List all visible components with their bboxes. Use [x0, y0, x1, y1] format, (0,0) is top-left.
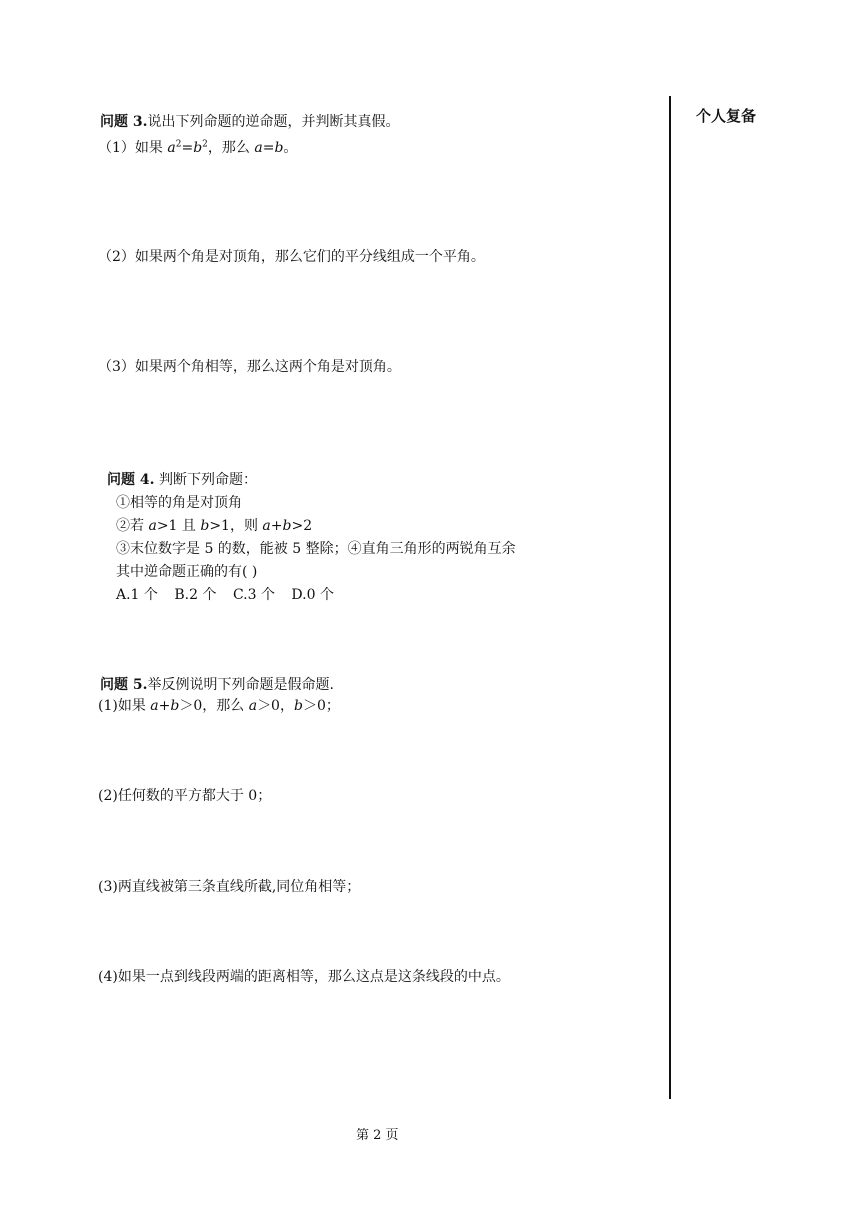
q5-part-4: (4)如果一点到线段两端的距离相等，那么这点是这条线段的中点。 [98, 969, 510, 985]
var-b: b [293, 698, 303, 714]
side-title: 个人复备 [696, 107, 757, 125]
q4-heading [107, 470, 257, 490]
q4-answer-prompt: 其中逆命题正确的有( ) [116, 564, 258, 580]
q5-label: 问题 5. [100, 677, 148, 693]
q4-item-2 [116, 516, 312, 536]
q5-p1-t1: ＞0，那么 [179, 698, 249, 714]
exponent: 2 [202, 139, 208, 150]
q3-part-2: （2）如果两个角是对顶角，那么它们的平分线组成一个平角。 [98, 249, 485, 265]
q4-label: 问题 4. [107, 472, 155, 488]
q5-heading [100, 675, 334, 695]
q5-p1-t2: ＞0， [257, 698, 294, 714]
q4-text: 判断下列命题： [154, 472, 257, 488]
var-a: a [248, 698, 258, 714]
q4-item-3: ③末位数字是 5 的数，能被 5 整除；④直角三角形的两锐角互余 [116, 541, 516, 557]
var-a: a [254, 140, 263, 156]
var-b: b [274, 140, 284, 156]
var-b: b [170, 698, 180, 714]
var-b: b [193, 140, 203, 156]
var-b: b [282, 518, 292, 534]
q4-item-1: ①相等的角是对顶角 [116, 495, 242, 511]
q4-i2-pre: ②若 [116, 518, 149, 534]
q4-options [116, 585, 334, 605]
q5-p1-pre: (1)如果 [98, 698, 151, 714]
page-number: 第 2 页 [356, 1128, 399, 1143]
q3-p1-prefix: （1）如果 [98, 140, 168, 156]
margin-divider-line [669, 96, 671, 1099]
q3-p1-mid: ，那么 [207, 140, 255, 156]
var-b: b [200, 518, 210, 534]
option-b: B.2 个 [174, 587, 217, 603]
option-d: D.0 个 [291, 587, 334, 603]
q4-i2-t3: >2 [291, 518, 313, 534]
q5-part-1 [98, 696, 340, 716]
equals: = [262, 140, 275, 156]
var-a: a [150, 698, 159, 714]
equals: = [181, 140, 194, 156]
q3-part-1 [98, 138, 297, 158]
q3-part-3: （3）如果两个角相等，那么这两个角是对顶角。 [98, 359, 401, 375]
var-a: a [262, 518, 271, 534]
q5-part-2: (2)任何数的平方都大于 0； [98, 788, 272, 804]
var-a: a [167, 140, 176, 156]
exponent: 2 [175, 139, 182, 150]
q5-p1-t3: ＞0； [302, 698, 340, 714]
q3-p1-end: 。 [283, 140, 298, 156]
plus: + [158, 698, 171, 714]
option-a: A.1 个 [116, 587, 158, 603]
q4-i2-t1: >1 且 [156, 518, 201, 534]
q4-i2-t2: >1，则 [209, 518, 263, 534]
var-a: a [148, 518, 157, 534]
q5-part-3: (3)两直线被第三条直线所截,同位角相等； [98, 879, 361, 895]
q3-text: 说出下列命题的逆命题，并判断其真假。 [147, 114, 400, 130]
q3-label: 问题 3. [100, 114, 148, 130]
q5-text: 举反例说明下列命题是假命题. [147, 677, 334, 693]
option-c: C.3 个 [232, 587, 275, 603]
q3-heading [100, 112, 400, 132]
plus: + [270, 518, 283, 534]
